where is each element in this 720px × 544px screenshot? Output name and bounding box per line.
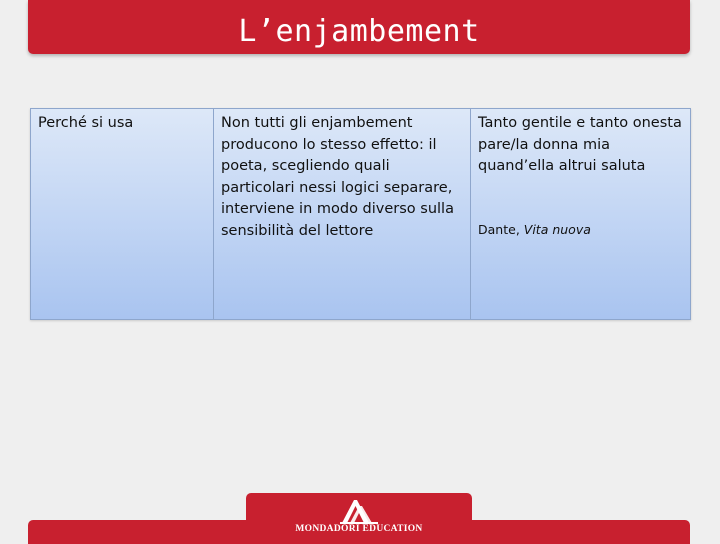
attribution-work: Vita nuova (523, 222, 591, 237)
logo-text: MONDADORI EDUCATION (295, 524, 423, 534)
example-quote: Tanto gentile e tanto onesta pare/la donna mia quand’ella altrui saluta (478, 115, 682, 174)
attribution-separator: , (515, 222, 524, 237)
attribution-author: Dante (478, 222, 516, 237)
mondadori-logo-icon (340, 498, 378, 524)
content-table (30, 108, 691, 320)
table-cell-heading (31, 109, 213, 319)
slide-title: L’enjambement (238, 14, 480, 49)
table-cell-example (470, 109, 690, 319)
cell-heading-text: Perché si usa (38, 115, 134, 131)
cell-explanation-text: Non tutti gli enjambement producono lo stesso effetto: il poeta, scegliendo quali particolari nessi logici separare, interviene in modo diverso sulla sensibilità del lettore (221, 115, 454, 239)
title-bar (28, 0, 690, 54)
publisher-logo (246, 493, 472, 543)
table-cell-explanation (213, 109, 470, 319)
example-attribution (478, 219, 591, 241)
